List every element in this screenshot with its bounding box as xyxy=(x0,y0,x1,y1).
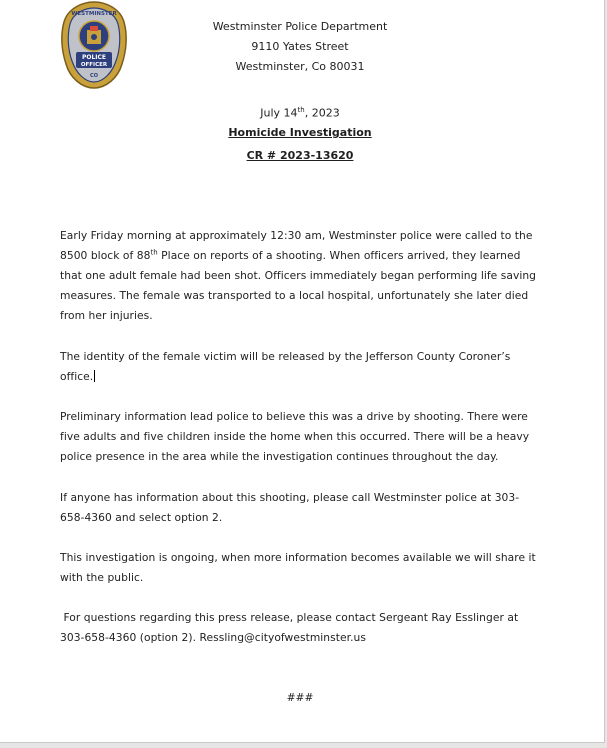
subject-title: Homicide Investigation xyxy=(228,126,372,139)
paragraph-incident: Early Friday morning at approximately 12:30 am, Westminster police were called to the 8500 block of 88th Place on reports of a shooting. When officers arrived, they learned that one adult female had been shot. Officers immediately began performing life saving measures. The female was transported to a local hospital, unfortunately she later died from her injuries. xyxy=(60,229,537,322)
paragraph-ongoing: This investigation is ongoing, when more information becomes available we will share it with the public. xyxy=(60,551,536,584)
city-state-zip: Westminster, Co 80031 xyxy=(235,60,365,73)
badge-bottom-text: CO xyxy=(90,73,98,79)
org-name: Westminster Police Department xyxy=(212,20,388,33)
text-cursor xyxy=(94,370,95,382)
paragraph-identity[interactable]: The identity of the female victim will be released by the Jefferson County Coroner’s office. xyxy=(60,350,511,383)
badge-line1: POLICE xyxy=(81,54,107,61)
police-badge-logo xyxy=(60,0,128,90)
case-number: CR # 2023-13620 xyxy=(246,149,354,162)
paragraph-tips: If anyone has information about this shooting, please call Westminster police at 303-658-4360 and select option 2. xyxy=(60,491,520,524)
street-address: 9110 Yates Street xyxy=(251,40,349,53)
release-date: July 14th, 2023 xyxy=(260,106,340,120)
paragraph-contact: For questions regarding this press release, please contact Sergeant Ray Esslinger at 303-658-4360 (option 2). Ressling@cityofwestminster.us xyxy=(60,611,522,644)
end-mark: ### xyxy=(286,691,314,704)
letterhead-address xyxy=(200,17,400,77)
badge-top-text: WESTMINSTER xyxy=(71,11,117,17)
paragraph-preliminary: Preliminary information lead police to believe this was a drive by shooting. There were five adults and five children inside the home when this occurred. There will be a heavy police presence in the area while the investigation continues throughout the day. xyxy=(60,410,530,463)
badge-line2: OFFICER xyxy=(80,62,108,68)
